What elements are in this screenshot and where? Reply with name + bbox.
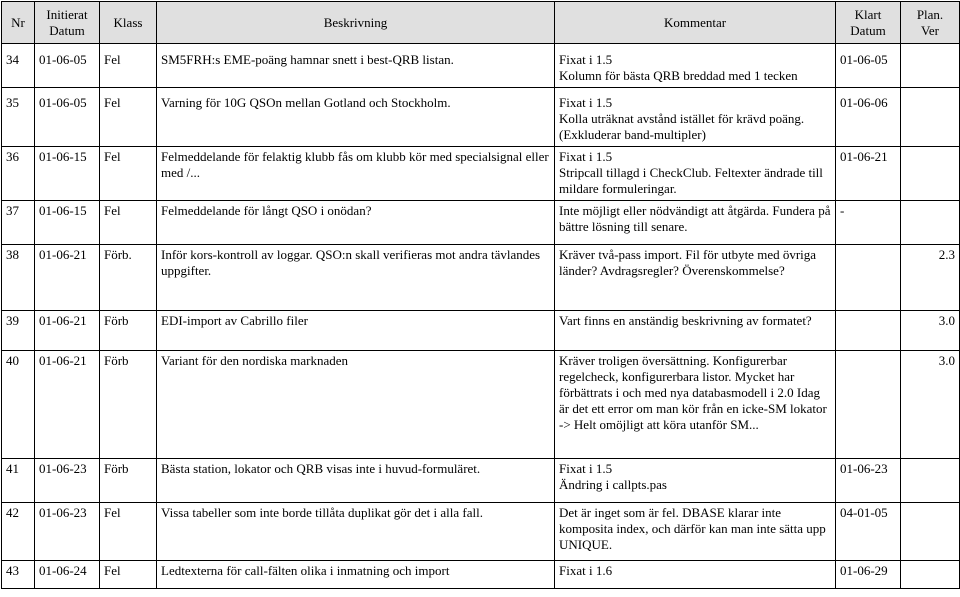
header-beskrivning: Beskrivning: [157, 2, 555, 44]
cell-klart-datum: 01-06-23: [836, 459, 901, 503]
cell-beskrivning: Felmeddelande för långt QSO i onödan?: [157, 201, 555, 245]
cell-initierat-datum: 01-06-15: [35, 147, 100, 201]
cell-initierat-datum: 01-06-24: [35, 561, 100, 589]
table-row: [2, 147, 960, 201]
cell-klart-datum: 01-06-21: [836, 147, 901, 201]
cell-beskrivning: Bästa station, lokator och QRB visas inte i huvud-formuläret.: [157, 459, 555, 503]
cell-kommentar: Kräver två-pass import. Fil för utbyte med övriga länder? Avdragsregler? Överenskommelse?: [555, 245, 836, 311]
table-row: [2, 561, 960, 589]
header-klart-datum: Klart Datum: [836, 2, 901, 44]
cell-beskrivning: Variant för den nordiska marknaden: [157, 351, 555, 459]
cell-kommentar: Vart finns en anständig beskrivning av formatet?: [555, 311, 836, 351]
cell-plan-ver: [901, 561, 960, 589]
table-row: [2, 44, 960, 88]
cell-beskrivning: Ledtexterna för call-fälten olika i inmatning och import: [157, 561, 555, 589]
cell-klass: Förb: [100, 351, 157, 459]
cell-kommentar: Fixat i 1.5 Kolla uträknat avstånd istället för krävd poäng. (Exkluderar band-multipler): [555, 88, 836, 147]
cell-klass: Förb: [100, 459, 157, 503]
table-row: [2, 245, 960, 311]
cell-beskrivning: Vissa tabeller som inte borde tillåta duplikat gör det i alla fall.: [157, 503, 555, 561]
header-nr: Nr: [2, 2, 35, 44]
cell-klass: Fel: [100, 561, 157, 589]
cell-beskrivning: Varning för 10G QSOn mellan Gotland och Stockholm.: [157, 88, 555, 147]
header-plan-ver: Plan. Ver: [901, 2, 960, 44]
cell-nr: 38: [2, 245, 35, 311]
header-klass: Klass: [100, 2, 157, 44]
cell-klart-datum: 01-06-29: [836, 561, 901, 589]
cell-initierat-datum: 01-06-23: [35, 503, 100, 561]
table-row: [2, 311, 960, 351]
cell-initierat-datum: 01-06-15: [35, 201, 100, 245]
cell-plan-ver: 3.0: [901, 311, 960, 351]
header-row: [2, 2, 960, 44]
cell-kommentar: Kräver troligen översättning. Konfigurerbar regelcheck, konfigurerbara listor. Mycket har förbättrats i och med nya databasmodell i 2.0 Idag är det ett error om man kör från en icke-SM lokator -> Helt omöjligt att köra utanför SM...: [555, 351, 836, 459]
table-row: [2, 503, 960, 561]
cell-klass: Fel: [100, 44, 157, 88]
cell-kommentar: Fixat i 1.5 Ändring i callpts.pas: [555, 459, 836, 503]
cell-plan-ver: [901, 201, 960, 245]
cell-plan-ver: 2.3: [901, 245, 960, 311]
cell-klass: Fel: [100, 88, 157, 147]
cell-nr: 40: [2, 351, 35, 459]
cell-plan-ver: [901, 459, 960, 503]
cell-plan-ver: [901, 503, 960, 561]
cell-nr: 41: [2, 459, 35, 503]
cell-kommentar: Inte möjligt eller nödvändigt att åtgärda. Fundera på bättre lösning till senare.: [555, 201, 836, 245]
cell-plan-ver: [901, 88, 960, 147]
cell-beskrivning: SM5FRH:s EME-poäng hamnar snett i best-QRB listan.: [157, 44, 555, 88]
cell-klass: Fel: [100, 201, 157, 245]
table-row: [2, 351, 960, 459]
cell-nr: 37: [2, 201, 35, 245]
cell-beskrivning: Inför kors-kontroll av loggar. QSO:n skall verifieras mot andra tävlandes uppgifter.: [157, 245, 555, 311]
issue-table: [1, 1, 960, 589]
cell-nr: 39: [2, 311, 35, 351]
header-kommentar: Kommentar: [555, 2, 836, 44]
cell-klart-datum: [836, 245, 901, 311]
cell-initierat-datum: 01-06-21: [35, 311, 100, 351]
cell-klart-datum: -: [836, 201, 901, 245]
cell-klass: Fel: [100, 503, 157, 561]
cell-klart-datum: [836, 311, 901, 351]
cell-beskrivning: EDI-import av Cabrillo filer: [157, 311, 555, 351]
cell-nr: 43: [2, 561, 35, 589]
cell-klart-datum: 01-06-06: [836, 88, 901, 147]
cell-klass: Fel: [100, 147, 157, 201]
cell-kommentar: Fixat i 1.5 Stripcall tillagd i CheckClub. Feltexter ändrade till mildare formuleringar.: [555, 147, 836, 201]
cell-klart-datum: 01-06-05: [836, 44, 901, 88]
cell-beskrivning: Felmeddelande för felaktig klubb fås om klubb kör med specialsignal eller med /...: [157, 147, 555, 201]
cell-nr: 35: [2, 88, 35, 147]
cell-plan-ver: [901, 44, 960, 88]
cell-plan-ver: [901, 147, 960, 201]
cell-initierat-datum: 01-06-23: [35, 459, 100, 503]
table-row: [2, 459, 960, 503]
cell-initierat-datum: 01-06-21: [35, 351, 100, 459]
table-row: [2, 88, 960, 147]
cell-kommentar: Det är inget som är fel. DBASE klarar inte komposita index, och därför kan man inte sätta upp UNIQUE.: [555, 503, 836, 561]
cell-klart-datum: [836, 351, 901, 459]
cell-nr: 42: [2, 503, 35, 561]
table-row: [2, 201, 960, 245]
cell-kommentar: Fixat i 1.5 Kolumn för bästa QRB breddad med 1 tecken: [555, 44, 836, 88]
cell-nr: 36: [2, 147, 35, 201]
cell-initierat-datum: 01-06-05: [35, 44, 100, 88]
cell-klass: Förb: [100, 311, 157, 351]
cell-initierat-datum: 01-06-05: [35, 88, 100, 147]
cell-klass: Förb.: [100, 245, 157, 311]
cell-plan-ver: 3.0: [901, 351, 960, 459]
cell-klart-datum: 04-01-05: [836, 503, 901, 561]
cell-initierat-datum: 01-06-21: [35, 245, 100, 311]
header-initierat-datum: Initierat Datum: [35, 2, 100, 44]
cell-nr: 34: [2, 44, 35, 88]
cell-kommentar: Fixat i 1.6: [555, 561, 836, 589]
